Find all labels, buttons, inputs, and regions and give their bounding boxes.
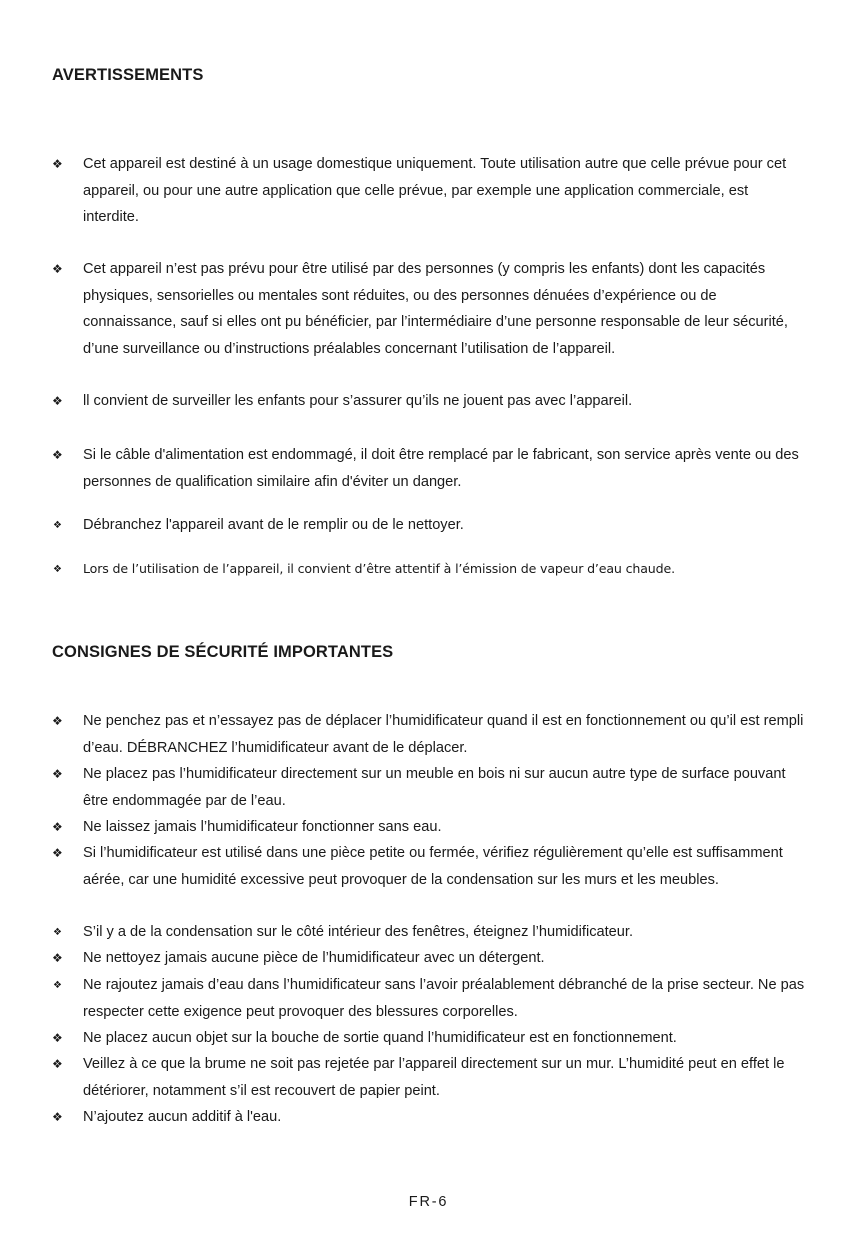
diamond-bullet-icon: ❖ — [52, 714, 63, 728]
diamond-bullet-icon: ❖ — [52, 448, 63, 462]
diamond-bullet-icon: ❖ — [52, 1057, 63, 1071]
list-item-text: Ne placez aucun objet sur la bouche de sortie quand l’humidificateur est en fonctionnement. — [83, 1030, 677, 1046]
diamond-bullet-icon: ❖ — [52, 1031, 63, 1045]
diamond-bullet-icon: ❖ — [52, 1110, 63, 1124]
diamond-bullet-icon: ❖ — [53, 520, 62, 531]
list-item-text: Débranchez l'appareil avant de le remplir ou de le nettoyer. — [83, 517, 464, 533]
list-item-text: Veillez à ce que la brume ne soit pas rejetée par l’appareil directement sur un mur. L’humidité peut en effet le détériorer, notamment s’il est recouvert de papier peint. — [83, 1056, 785, 1099]
list-item-text: Lors de l’utilisation de l’appareil, il convient d’être attentif à l’émission de vapeur d’eau chaude. — [83, 561, 675, 576]
diamond-bullet-icon: ❖ — [53, 927, 62, 938]
list-item-text: Si l’humidificateur est utilisé dans une pièce petite ou fermée, vérifiez régulièrement qu’elle est suffisamment aérée, car une humidité excessive peut provoquer de la condensation sur les murs et les meubles. — [83, 845, 783, 888]
section-title-warnings: AVERTISSEMENTS — [52, 66, 204, 84]
diamond-bullet-icon: ❖ — [52, 262, 63, 276]
diamond-bullet-icon: ❖ — [53, 564, 62, 575]
diamond-bullet-icon: ❖ — [52, 157, 63, 171]
list-item-text: Cet appareil n’est pas prévu pour être utilisé par des personnes (y compris les enfants) dont les capacités physiques, sensorielles ou mentales sont réduites, ou des personnes dénuées d’expérience ou de connaissance, sauf si elles ont pu bénéficier, par l’intermédiaire d’une personne responsable de leur sécurité, d’une surveillance ou d’instructions préalables concernant l’utilisation de l’appareil. — [83, 261, 788, 357]
list-item-text: S’il y a de la condensation sur le côté intérieur des fenêtres, éteignez l’humidificateur. — [83, 924, 634, 940]
diamond-bullet-icon: ❖ — [52, 951, 63, 965]
list-item-text: Ne rajoutez jamais d’eau dans l’humidificateur sans l’avoir préalablement débranché de la prise secteur. Ne pas respecter cette exigence peut provoquer des blessures corporelles. — [83, 977, 805, 1020]
list-item-text: Ne nettoyez jamais aucune pièce de l’humidificateur avec un détergent. — [83, 950, 545, 966]
list-item-text: N’ajoutez aucun additif à l'eau. — [83, 1109, 282, 1125]
list-item-text: Ne laissez jamais l’humidificateur fonctionner sans eau. — [83, 819, 442, 835]
list-item-text: Ne penchez pas et n’essayez pas de déplacer l’humidificateur quand il est en fonctionnement ou qu’il est rempli d’eau. DÉBRANCHEZ l’humidificateur avant de le déplacer. — [83, 713, 804, 756]
section-title-safety: CONSIGNES DE SÉCURITÉ IMPORTANTES — [52, 643, 394, 661]
diamond-bullet-icon: ❖ — [53, 980, 62, 991]
list-item-text: Si le câble d'alimentation est endommagé, il doit être remplacé par le fabricant, son service après vente ou des personnes de qualification similaire afin d'éviter un danger. — [83, 447, 799, 490]
diamond-bullet-icon: ❖ — [52, 846, 63, 860]
diamond-bullet-icon: ❖ — [52, 394, 63, 408]
list-item-text: Cet appareil est destiné à un usage domestique uniquement. Toute utilisation autre que celle prévue pour cet appareil, ou pour une autre application que celle prévue, par exemple une application commerciale, est interdite. — [83, 156, 787, 225]
list-item-text: ll convient de surveiller les enfants pour s’assurer qu’ils ne jouent pas avec l’appareil. — [83, 393, 633, 409]
diamond-bullet-icon: ❖ — [52, 767, 63, 781]
diamond-bullet-icon: ❖ — [52, 820, 63, 834]
list-item-text: Ne placez pas l’humidificateur directement sur un meuble en bois ni sur aucun autre type de surface pouvant être endommagée par de l’eau. — [83, 766, 786, 809]
page-number: FR-6 — [408, 1194, 449, 1210]
